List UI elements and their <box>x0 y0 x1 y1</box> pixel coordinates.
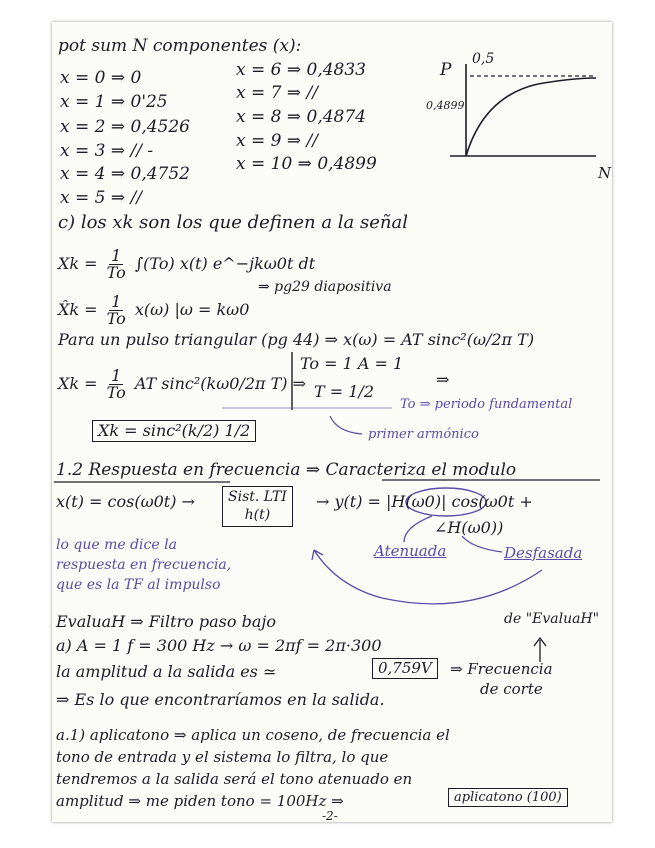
note-primer: primer armónico <box>368 427 479 442</box>
section-12-title: 1.2 Respuesta en frecuencia ⇒ Caracteriza el modulo <box>56 460 517 480</box>
a1-line-4: amplitud ⇒ me piden tono = 100Hz ⇒ <box>56 792 344 810</box>
graph-p-label: P <box>440 60 452 80</box>
a1-line-1: a.1) aplicatono ⇒ aplica un coseno, de frecuencia el <box>56 726 450 744</box>
amplitude-value-box: 0,759V <box>372 658 438 679</box>
frac-denominator: To <box>106 263 126 282</box>
value-row: x = 5 ⇒ // <box>60 188 142 208</box>
xk-tri-rest: AT sinc²(kω0/2π T) ⇒ <box>134 374 307 393</box>
diapositiva-note: ⇒ pg29 diapositiva <box>258 279 392 295</box>
lti-label: Sist. LTI <box>228 489 287 505</box>
xk-hat-definition <box>58 294 249 327</box>
graph-mid-value: 0,4899 <box>426 99 465 112</box>
freq-note-1: lo que me dice la <box>56 537 177 553</box>
frac-numerator: 1 <box>111 366 122 385</box>
xk-result-box: Xk = sinc²(k/2) 1/2 <box>92 420 256 442</box>
section-c-title: c) los xk son los que definen a la señal <box>58 212 408 233</box>
value-row: x = 10 ⇒ 0,4899 <box>236 154 377 174</box>
triangular-pulse-line: Para un pulso triangular (pg 44) ⇒ x(ω) = AT sinc²(ω/2π T) <box>58 330 535 349</box>
impulse-label: h(t) <box>244 506 271 523</box>
xk-tri-lhs: Xk = <box>58 374 98 393</box>
evaluah-quote: de "EvaluaH" <box>504 611 600 627</box>
xk-def-lhs: Xk = <box>58 254 98 273</box>
graph-n-label: N <box>598 164 612 182</box>
page-number: -2- <box>322 809 338 822</box>
value-row: x = 3 ⇒ // - <box>60 141 154 161</box>
value-row: x = 0 ⇒ 0 <box>60 68 142 88</box>
xk-triangular <box>58 368 306 401</box>
up-arrow <box>534 638 546 662</box>
atenuada-arrow <box>404 516 432 542</box>
aplicatono-box: aplicatono (100) <box>448 788 568 807</box>
note-periodo: To ⇒ periodo fundamental <box>400 397 573 412</box>
notebook-page <box>52 22 612 822</box>
cutoff-frequency: ⇒ Frecuencia <box>450 660 553 678</box>
xk-hat-rest: x(ω) |ω = kω0 <box>134 300 250 319</box>
desfasada-arrow <box>462 536 502 552</box>
freq-note-2: respuesta en frecuencia, <box>56 557 232 573</box>
value-row: x = 6 ⇒ 0,4833 <box>236 60 366 80</box>
a1-line-3: tendremos a la salida será el tono atenuado en <box>56 770 413 788</box>
value-row: x = 2 ⇒ 0,4526 <box>60 117 190 137</box>
value-row: x = 1 ⇒ 0'25 <box>60 92 168 112</box>
frac-denominator: To <box>106 383 126 402</box>
primer-arrow <box>330 416 362 434</box>
value-row: x = 4 ⇒ 0,4752 <box>60 164 190 184</box>
params-line-1: To = 1 A = 1 <box>300 354 404 373</box>
evaluah-line: EvaluaH ⇒ Filtro paso bajo <box>56 612 276 631</box>
input-signal: x(t) = cos(ω0t) → <box>56 492 195 511</box>
xk-def-rest: ∫(To) x(t) e^−jkω0t dt <box>134 254 316 273</box>
amplitude-line: la amplitud a la salida es ≃ <box>56 662 277 681</box>
value-row: x = 7 ⇒ // <box>236 83 318 103</box>
params-line-2: T = 1/2 <box>314 382 374 401</box>
graph-top-value: 0,5 <box>472 51 495 67</box>
phase-term: ∠H(ω0)) <box>434 518 504 537</box>
output-signal: → y(t) = |H(ω0)| cos(ω0t + <box>316 492 533 511</box>
freq-note-3: que es la TF al impulso <box>56 577 221 593</box>
xk-hat-lhs: X̂k = <box>58 300 98 319</box>
lti-system-box <box>222 486 293 527</box>
value-row: x = 9 ⇒ // <box>236 131 318 151</box>
cutoff-frequency-2: de corte <box>480 680 543 698</box>
value-row: x = 8 ⇒ 0,4874 <box>236 107 366 127</box>
frac-numerator: 1 <box>111 246 122 265</box>
graph-curve <box>466 78 596 156</box>
a1-line-2: tono de entrada y el sistema lo filtra, lo que <box>56 748 389 766</box>
desfasada-label: Desfasada <box>504 544 583 562</box>
params-arrow: ⇒ <box>436 370 450 389</box>
frac-numerator: 1 <box>111 292 122 311</box>
atenuada-label: Atenuada <box>374 542 447 560</box>
xk-definition <box>58 248 315 281</box>
salida-line: ⇒ Es lo que encontraríamos en la salida. <box>56 690 385 709</box>
page-heading: pot sum N componentes (x): <box>58 36 302 56</box>
frac-denominator: To <box>106 309 126 328</box>
part-a-line: a) A = 1 f = 300 Hz → ω = 2πf = 2π·300 <box>56 636 382 655</box>
